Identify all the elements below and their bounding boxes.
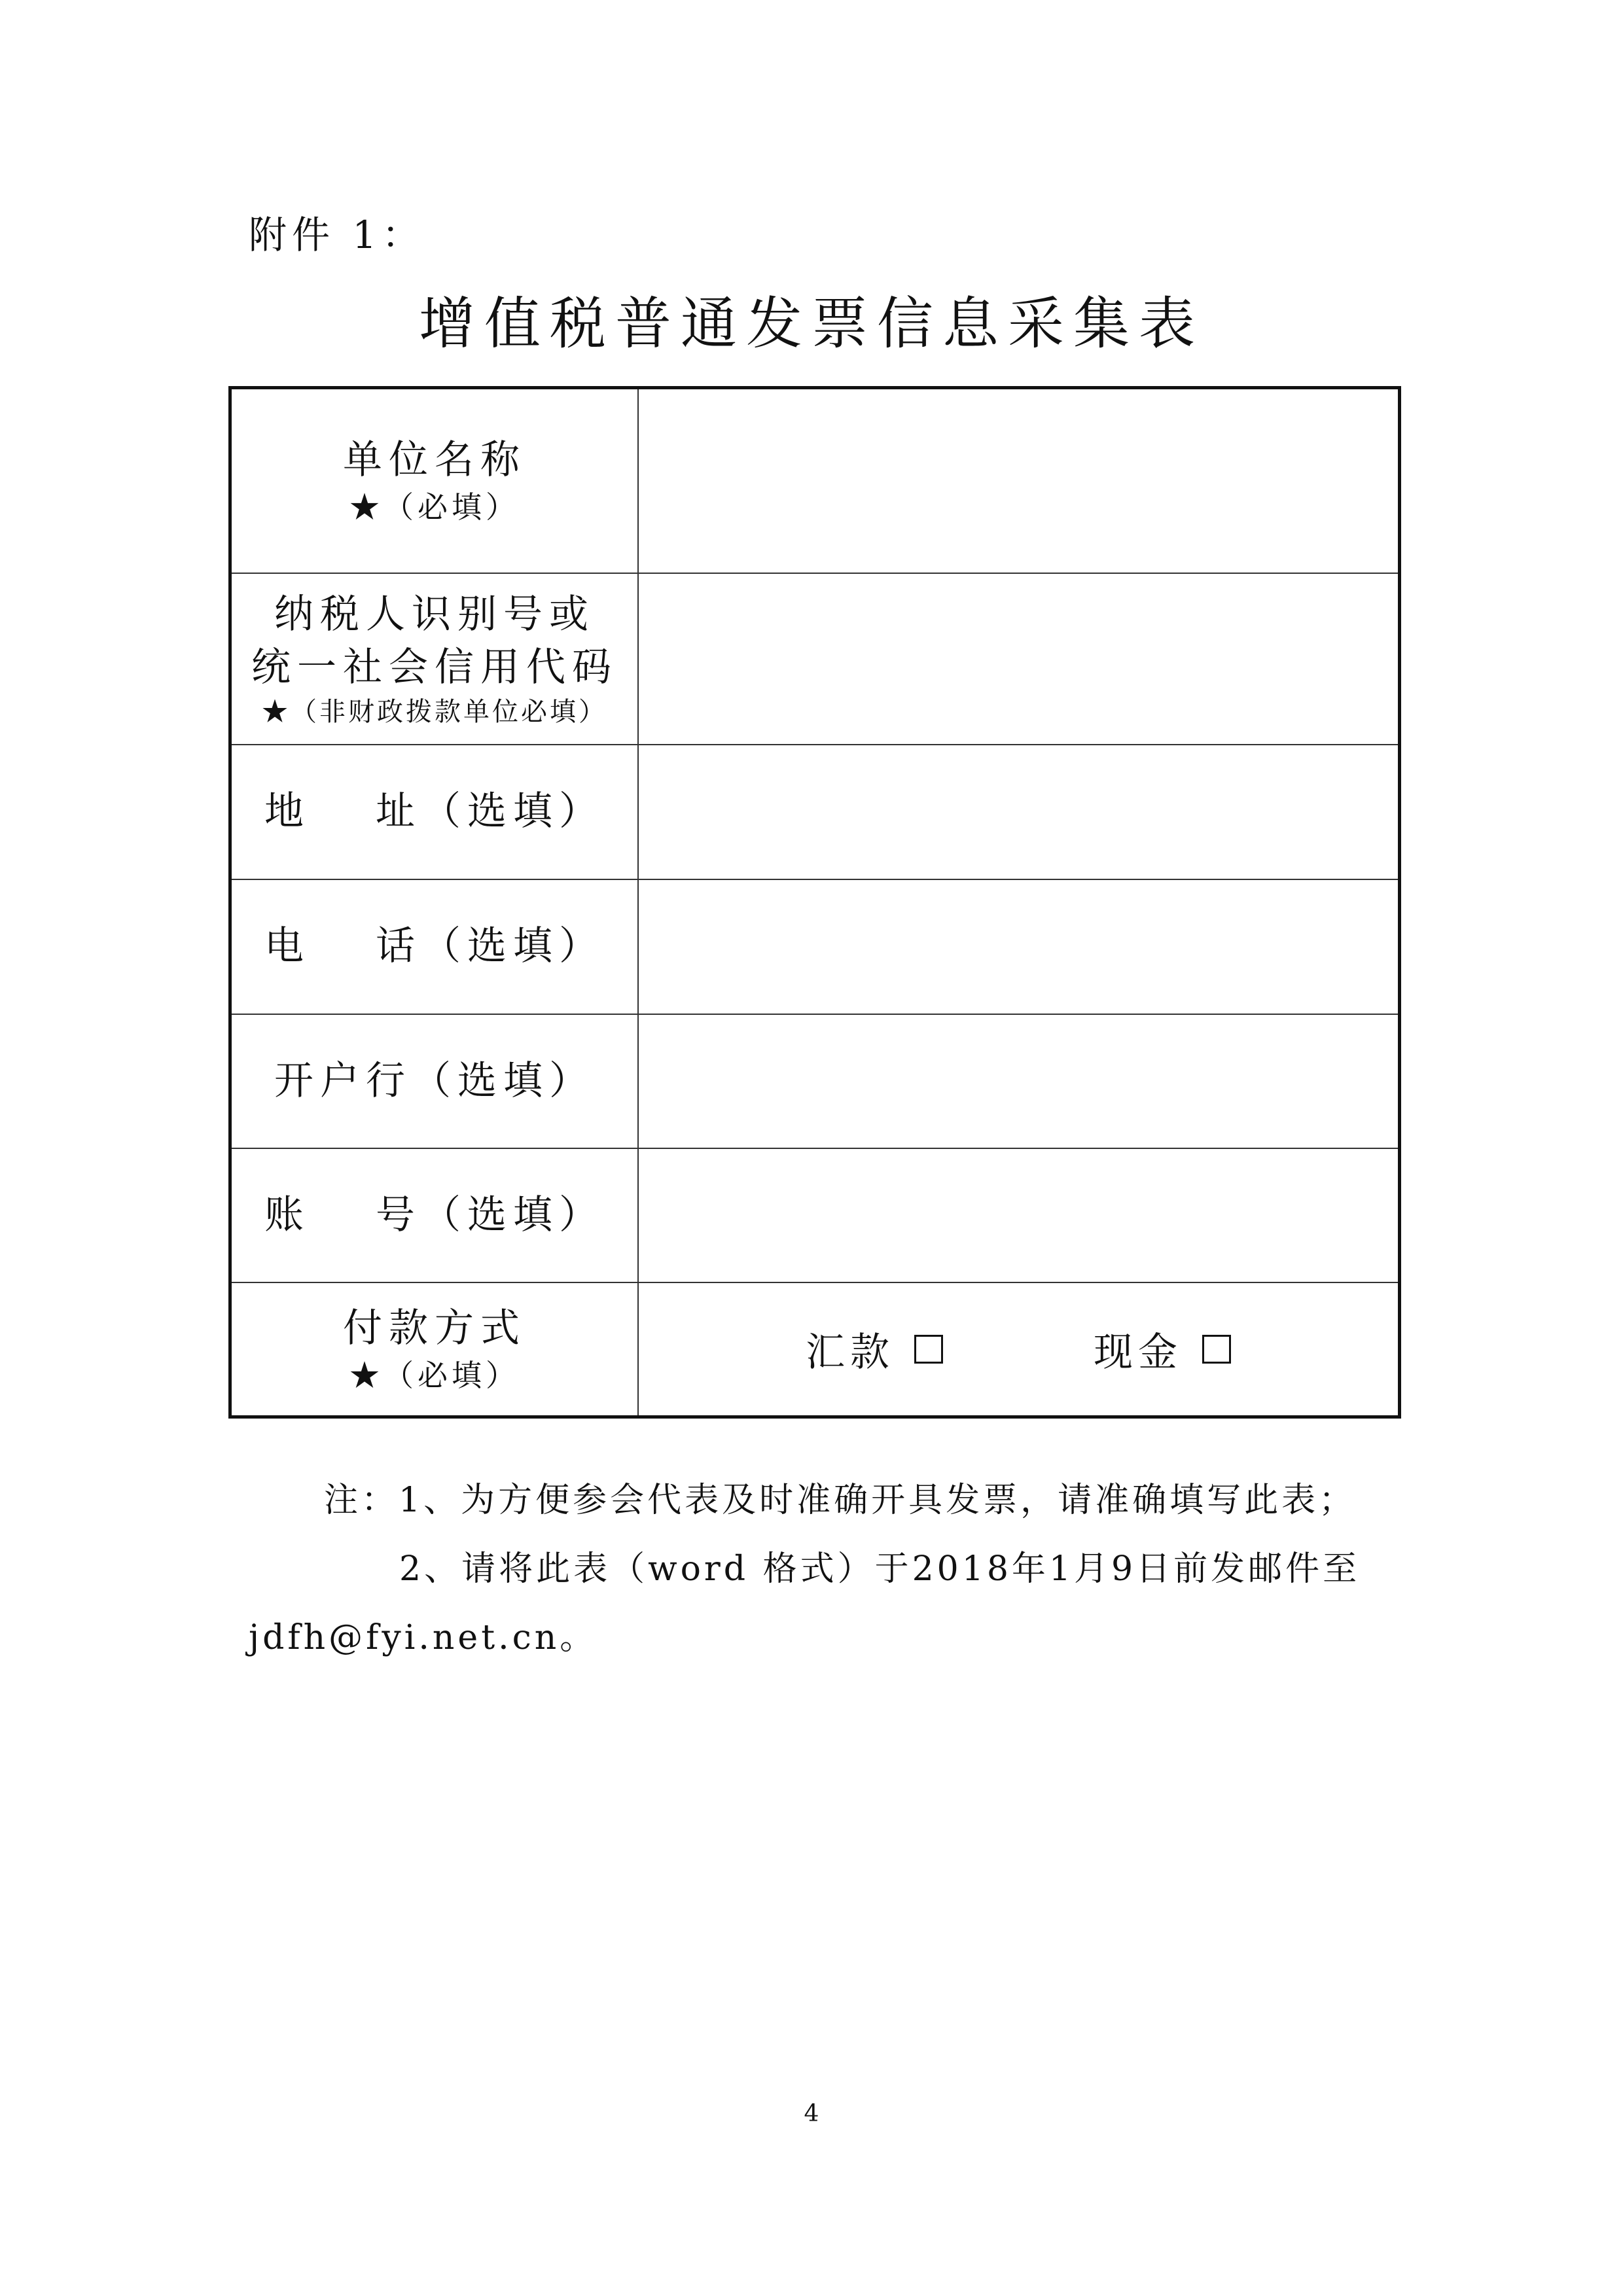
row-label-part: 电 bbox=[264, 923, 310, 969]
payment-method-cell bbox=[638, 1282, 1400, 1417]
required-note: ★（必填） bbox=[349, 1358, 520, 1394]
row-label-part: 址（选填） bbox=[376, 788, 605, 834]
company-name-field[interactable] bbox=[638, 388, 1400, 573]
option-label: 汇款 bbox=[806, 1329, 895, 1375]
form-title: 增值税普通发票信息采集表 bbox=[419, 291, 1204, 357]
table-row bbox=[230, 388, 1400, 573]
invoice-info-table bbox=[228, 386, 1401, 1419]
label-payment-method bbox=[230, 1282, 639, 1417]
row-label: 单位名称 bbox=[343, 437, 526, 484]
row-label-part: 号（选填） bbox=[376, 1192, 605, 1238]
table-row bbox=[230, 1148, 1400, 1282]
table-row bbox=[230, 573, 1400, 745]
table-row bbox=[230, 1014, 1400, 1148]
label-taxpayer-id bbox=[230, 573, 639, 745]
table-row bbox=[230, 879, 1400, 1014]
table-row bbox=[230, 1282, 1400, 1417]
checkbox-icon[interactable] bbox=[914, 1335, 943, 1364]
checkbox-icon[interactable] bbox=[1202, 1335, 1231, 1364]
row-label: 付款方式 bbox=[343, 1305, 526, 1352]
required-note: ★（非财政拨款单位必填） bbox=[262, 696, 607, 727]
note-line-1: 注：1、为方便参会代表及时准确开具发票，请准确填写此表； bbox=[324, 1481, 1357, 1520]
row-label-part: 地 bbox=[264, 788, 310, 834]
row-label-line1: 纳税人识别号或 bbox=[274, 591, 595, 637]
account-field[interactable] bbox=[638, 1148, 1400, 1282]
label-address bbox=[230, 745, 639, 879]
note-line-2: 2、请将此表（word 格式）于2018年1月9日前发邮件至 bbox=[399, 1549, 1361, 1589]
table-row bbox=[230, 745, 1400, 879]
payment-option-cash[interactable] bbox=[1094, 1321, 1231, 1377]
page-number: 4 bbox=[804, 2100, 819, 2127]
attachment-label: 附件 1： bbox=[249, 213, 425, 257]
phone-field[interactable] bbox=[638, 879, 1400, 1014]
label-company-name bbox=[230, 388, 639, 573]
row-label-part: 账 bbox=[264, 1192, 310, 1238]
bank-field[interactable] bbox=[638, 1014, 1400, 1148]
label-phone bbox=[230, 879, 639, 1014]
required-note: ★（必填） bbox=[349, 489, 520, 525]
payment-option-remittance[interactable] bbox=[806, 1321, 943, 1377]
option-label: 现金 bbox=[1094, 1329, 1183, 1375]
address-field[interactable] bbox=[638, 745, 1400, 879]
row-label-line2: 统一社会信用代码 bbox=[251, 644, 618, 690]
label-account bbox=[230, 1148, 639, 1282]
row-label: 开户行（选填） bbox=[274, 1057, 595, 1104]
note-email: jdfh@fyi.net.cn。 bbox=[249, 1618, 597, 1657]
payment-options bbox=[639, 1321, 1398, 1377]
taxpayer-id-field[interactable] bbox=[638, 573, 1400, 745]
label-bank bbox=[230, 1014, 639, 1148]
row-label-part: 话（选填） bbox=[376, 923, 605, 969]
